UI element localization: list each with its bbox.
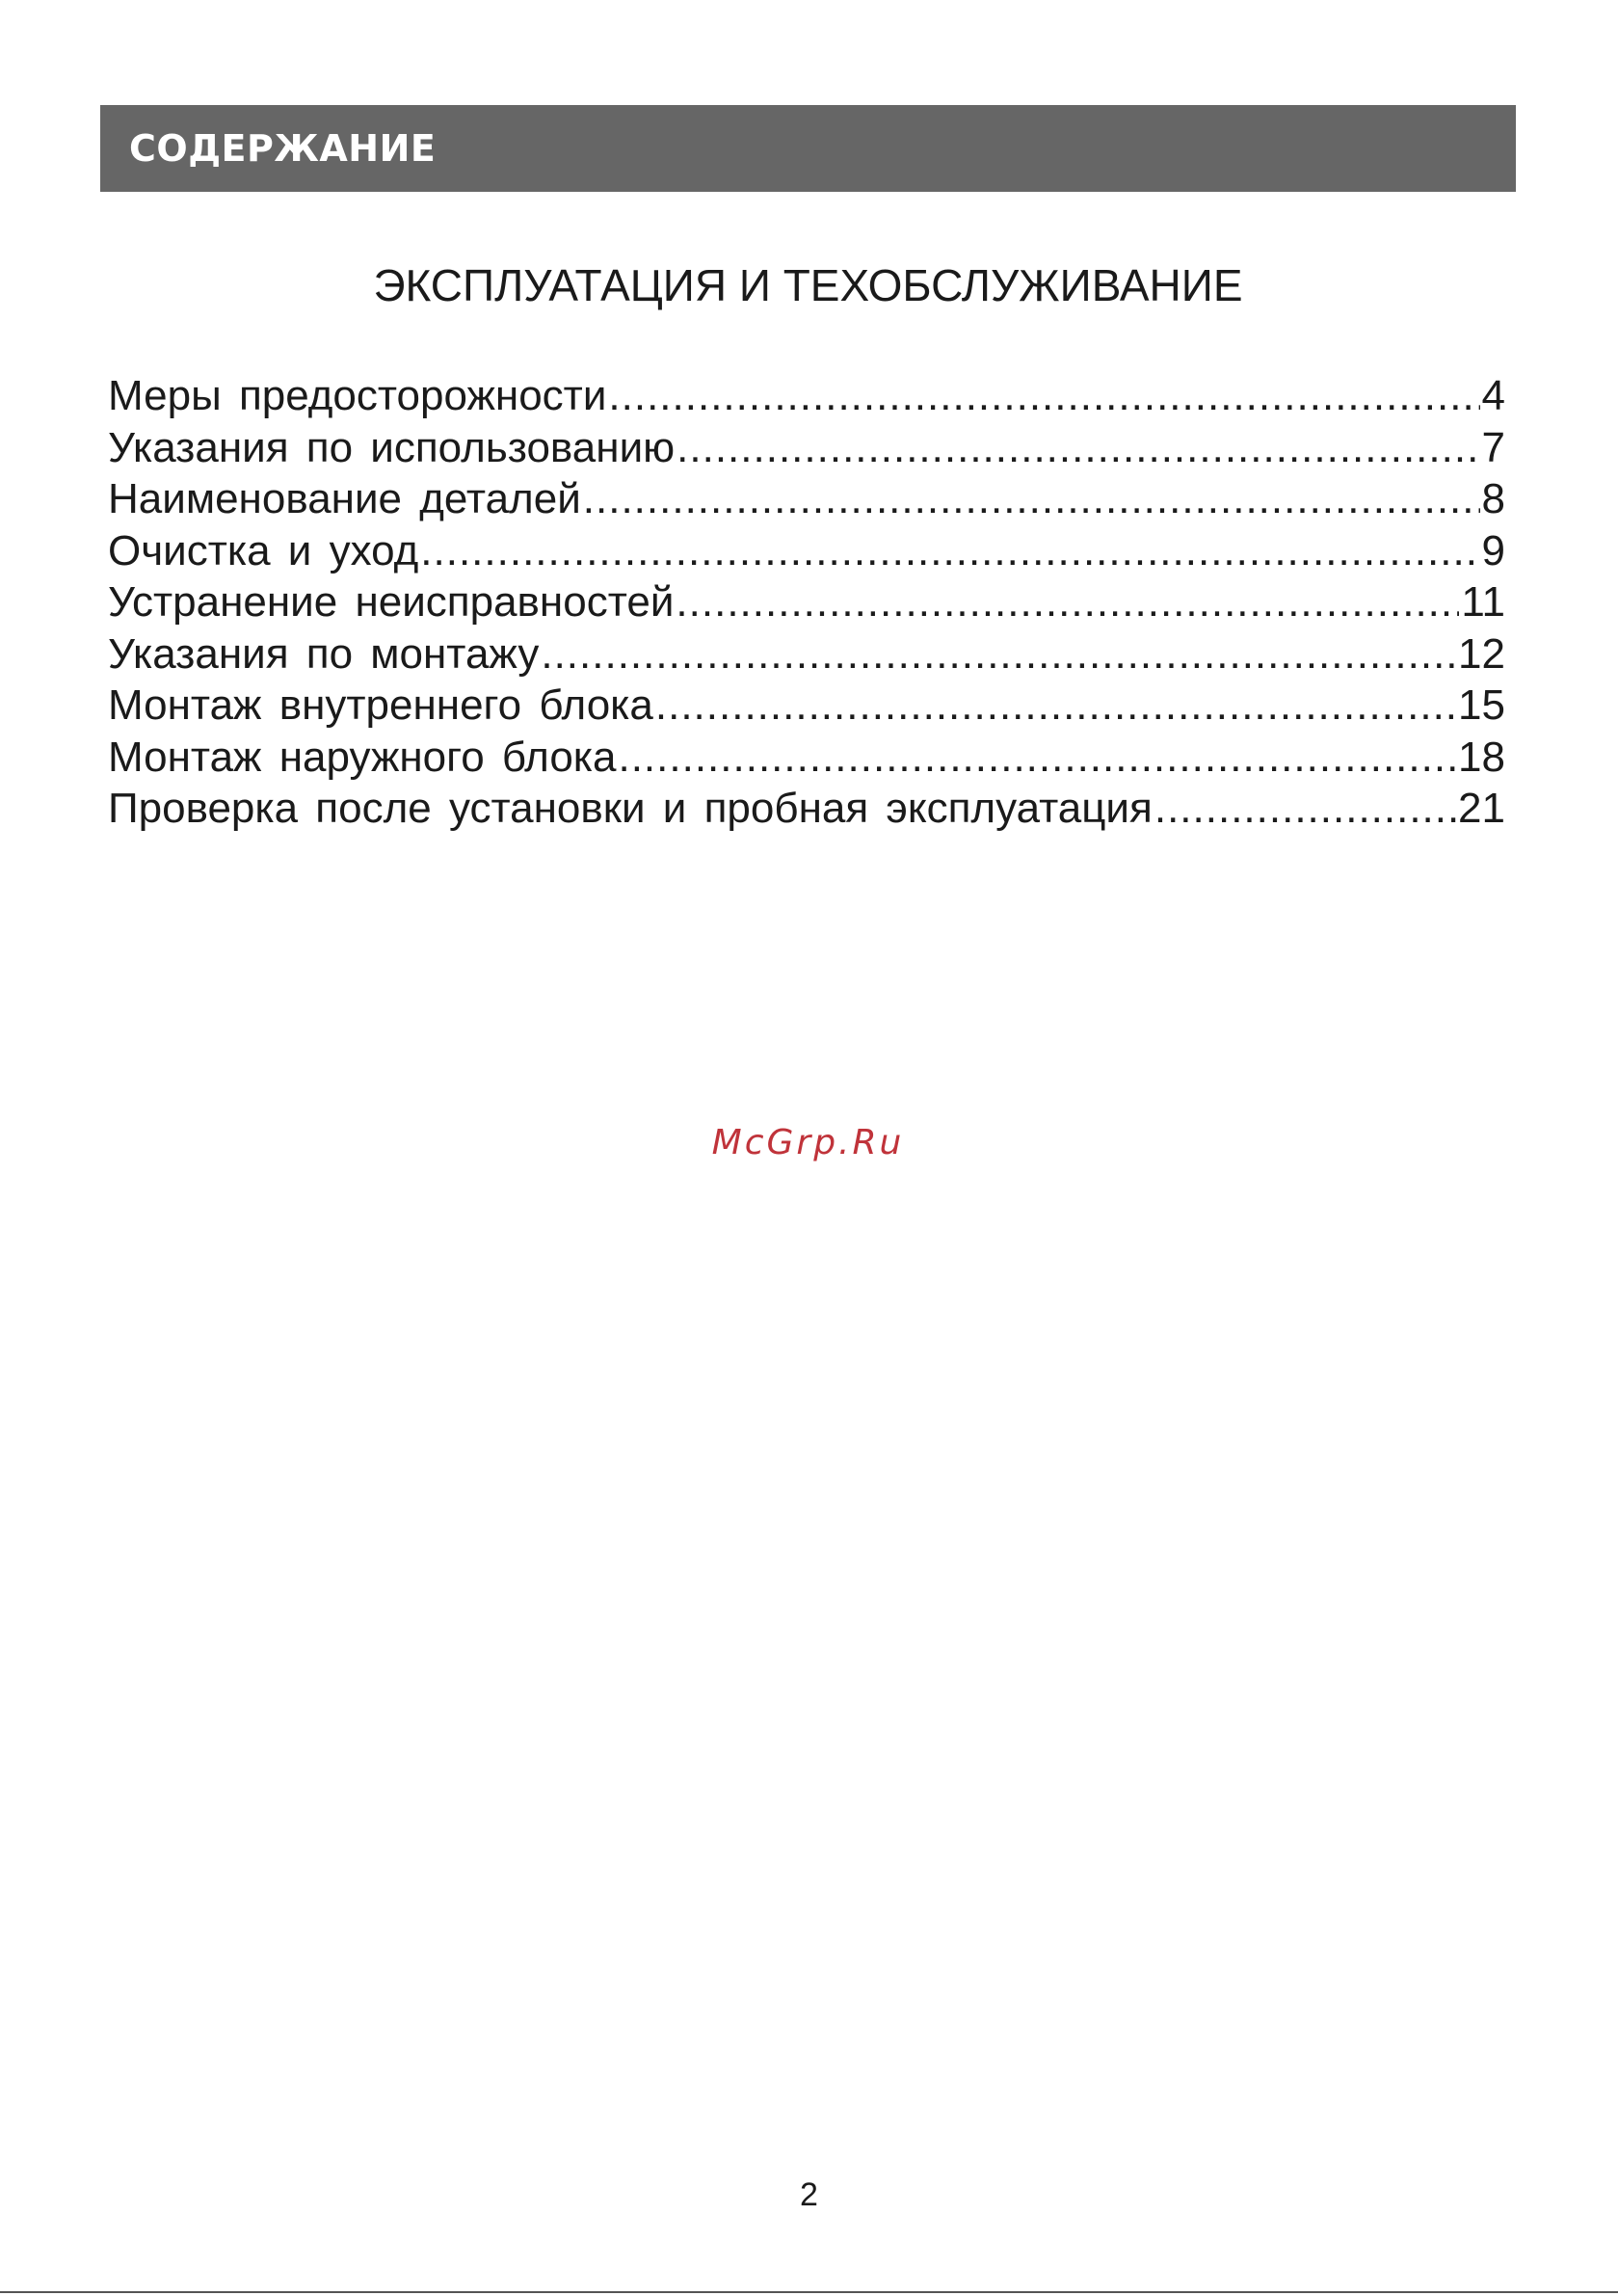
toc-entry-label: Устранение неисправностей (108, 578, 675, 626)
bottom-rule (0, 2291, 1618, 2293)
watermark: McGrp.Ru (711, 1123, 905, 1162)
toc-leader-dots (583, 473, 1480, 525)
toc-entry-label: Монтаж внутреннего блока (108, 681, 653, 729)
toc-leader-dots (420, 525, 1479, 577)
toc-entry-label: Наименование деталей (108, 475, 581, 522)
toc-entry-label: Проверка после установки и пробная эксплуатация (108, 785, 1153, 832)
toc-leader-dots (676, 422, 1479, 474)
toc-leader-dots (655, 680, 1456, 732)
toc-leader-dots (608, 370, 1479, 422)
toc-entry-page: 8 (1481, 475, 1505, 522)
toc-entry-page: 12 (1458, 629, 1505, 678)
toc-entry[interactable] (108, 680, 1505, 732)
toc-entry-label: Меры предосторожности (108, 372, 607, 419)
toc-entry[interactable] (108, 473, 1505, 525)
table-of-contents (108, 370, 1505, 835)
toc-entry-page: 4 (1481, 372, 1505, 419)
toc-entry[interactable] (108, 422, 1505, 474)
toc-entry[interactable] (108, 525, 1505, 577)
page-number: 2 (800, 2176, 818, 2213)
toc-entry-page: 21 (1458, 785, 1505, 832)
toc-entry-label: Монтаж наружного блока (108, 733, 617, 781)
toc-entry-label: Указания по использованию (108, 423, 676, 471)
toc-entry-page: 7 (1481, 423, 1505, 471)
toc-entry-page: 9 (1481, 526, 1505, 574)
toc-entry-label: Указания по монтажу (108, 629, 540, 678)
toc-leader-dots (618, 732, 1456, 784)
section-title: ЭКСПЛУАТАЦИЯ И ТЕХОБСЛУЖИВАНИЕ (373, 260, 1243, 310)
toc-entry-page: 15 (1458, 681, 1505, 729)
toc-entry[interactable] (108, 783, 1505, 835)
header-title: СОДЕРЖАНИЕ (129, 127, 437, 170)
toc-entry-page: 18 (1458, 733, 1505, 781)
toc-leader-dots (1154, 783, 1456, 835)
toc-entry[interactable] (108, 732, 1505, 784)
toc-leader-dots (676, 576, 1459, 628)
toc-entry[interactable] (108, 628, 1505, 681)
toc-entry[interactable] (108, 370, 1505, 422)
toc-entry[interactable] (108, 576, 1505, 628)
toc-entry-label: Очистка и уход (108, 526, 419, 574)
toc-entry-page: 11 (1461, 578, 1505, 626)
header-bar (100, 105, 1516, 192)
toc-leader-dots (541, 628, 1456, 681)
